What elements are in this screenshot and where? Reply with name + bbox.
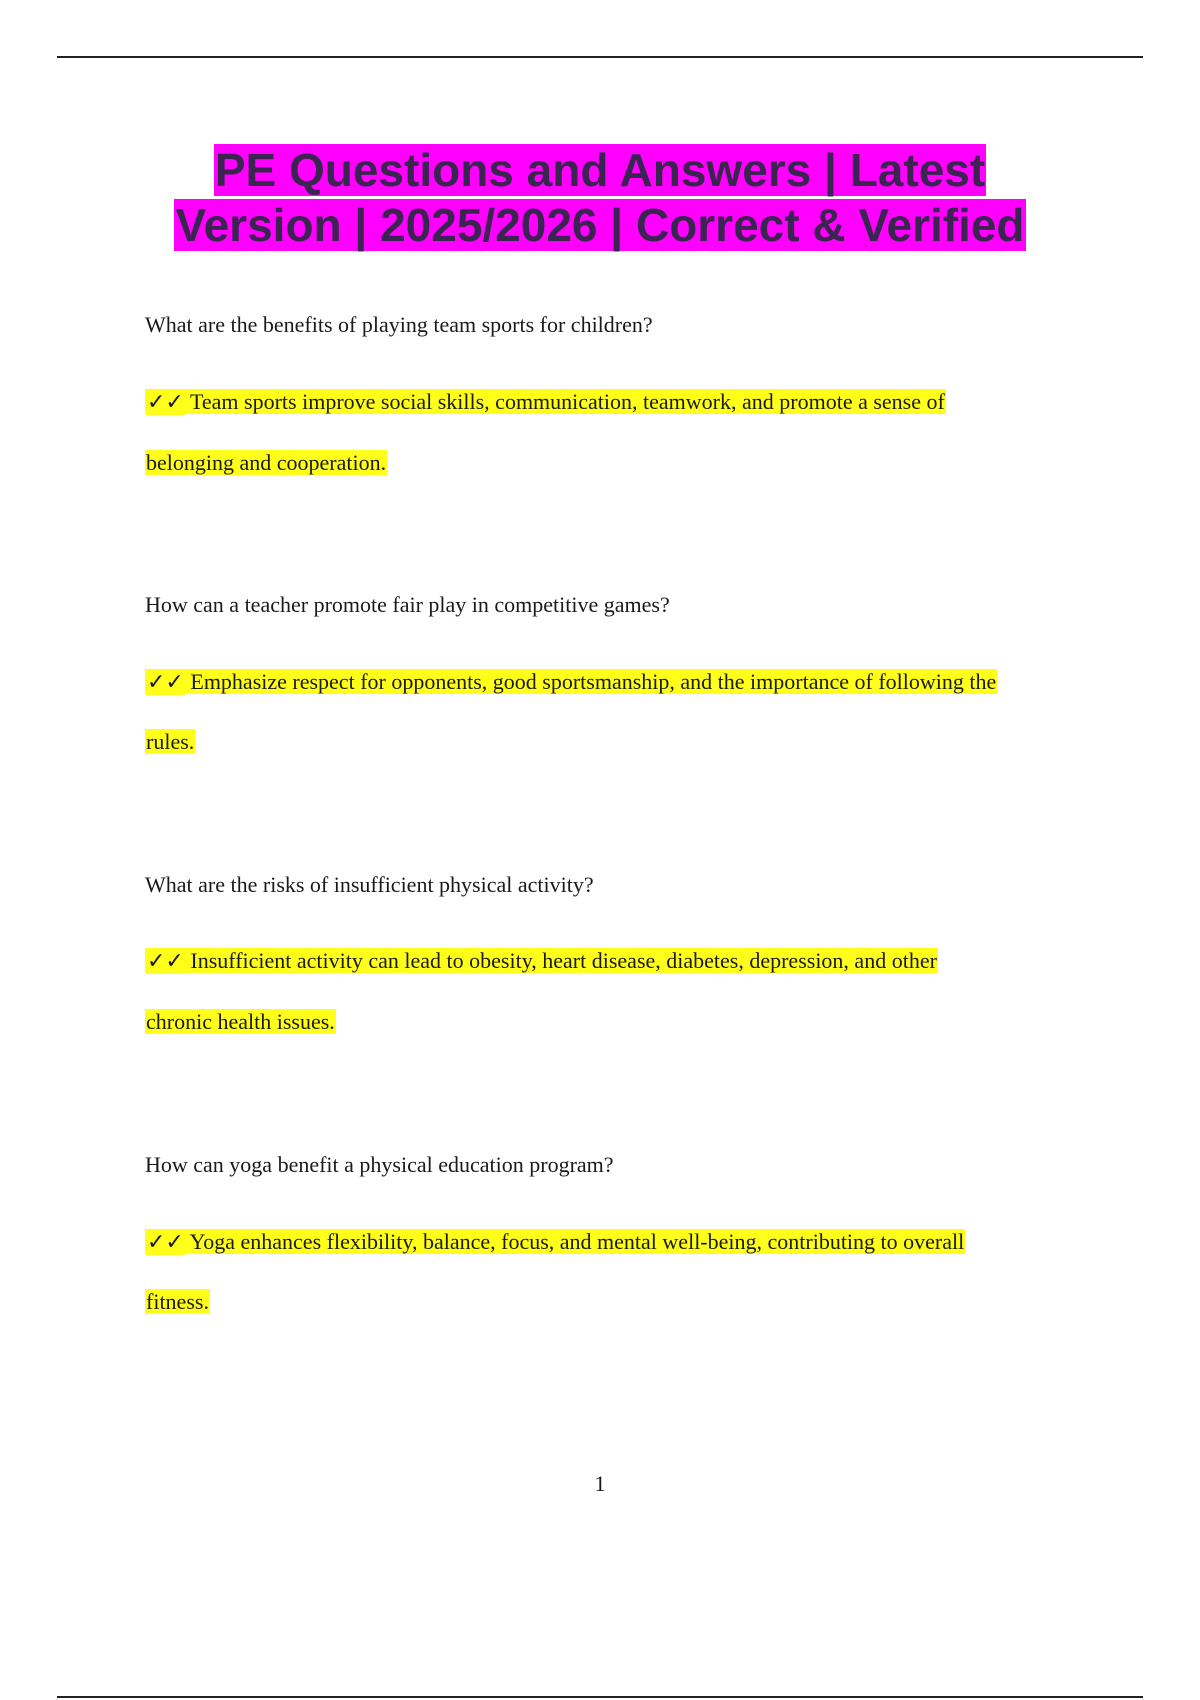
question-2: How can a teacher promote fair play in competitive games? xyxy=(145,592,670,617)
answer-2-line-2 xyxy=(145,727,195,757)
double-check-icon: ✓✓ xyxy=(147,390,184,415)
answer-1-text-2: belonging and cooperation. xyxy=(146,450,387,475)
double-check-icon: ✓✓ xyxy=(147,670,184,695)
question-4: How can yoga benefit a physical education program? xyxy=(145,1152,614,1177)
answer-4-text-1: Yoga enhances flexibility, balance, focus, and mental well-being, contributing to overall xyxy=(189,1229,965,1254)
title-line-2: Version | 2025/2026 | Correct & Verified xyxy=(175,199,1025,251)
double-check-icon: ✓✓ xyxy=(147,1230,184,1255)
answer-2-text-2: rules. xyxy=(146,729,195,754)
answer-1-line-2 xyxy=(145,448,387,478)
bottom-rule xyxy=(57,1696,1143,1698)
answer-2-line-1 xyxy=(145,667,997,698)
answer-1-text-1: Team sports improve social skills, communication, teamwork, and promote a sense of xyxy=(189,389,945,414)
answer-3-text-1: Insufficient activity can lead to obesity, heart disease, diabetes, depression, and other xyxy=(190,948,937,973)
question-3: What are the risks of insufficient physical activity? xyxy=(145,872,594,897)
question-1: What are the benefits of playing team sports for children? xyxy=(145,312,653,337)
answer-4-text-2: fitness. xyxy=(146,1289,209,1314)
answer-3-line-1 xyxy=(145,946,938,977)
answer-1-line-1 xyxy=(145,387,946,418)
document-title xyxy=(0,143,1200,253)
answer-3-line-2 xyxy=(145,1007,336,1037)
answer-4-line-1 xyxy=(145,1227,965,1258)
answer-4-line-2 xyxy=(145,1287,210,1317)
answer-3-text-2: chronic health issues. xyxy=(146,1009,335,1034)
double-check-icon: ✓✓ xyxy=(147,949,184,974)
title-line-1: PE Questions and Answers | Latest xyxy=(214,144,986,196)
answer-2-text-1: Emphasize respect for opponents, good sportsmanship, and the importance of following the xyxy=(190,669,997,694)
top-rule xyxy=(57,56,1143,58)
page-number: 1 xyxy=(594,1471,606,1496)
